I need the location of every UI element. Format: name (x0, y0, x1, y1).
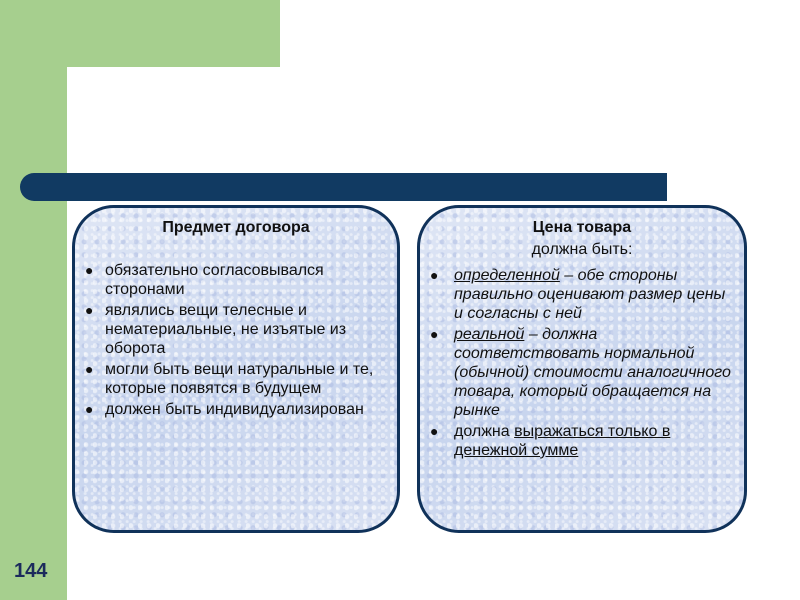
list-item: ● реальной – должна соответствовать нормальной (обычной) стоимости аналогичного товара, который обращается на рынке (430, 326, 731, 419)
price-list (420, 266, 744, 460)
subject-list (75, 261, 397, 419)
bullet-icon: ● (430, 267, 439, 283)
top-accent-bar (0, 0, 280, 67)
subject-title: Предмет договора (162, 219, 310, 236)
term-money: выражаться только в денежной сумме (454, 423, 671, 459)
title-band (20, 173, 667, 201)
bullet-icon: ● (85, 302, 94, 318)
content-corner (67, 67, 147, 147)
list-item: ● должен быть индивидуализирован (85, 401, 364, 418)
price-box (417, 205, 747, 533)
price-subtitle: должна быть: (531, 241, 633, 258)
left-accent-bar (0, 0, 67, 600)
bullet-icon: ● (85, 401, 94, 417)
bullet-icon: ● (85, 262, 94, 278)
slide-number: 144 (14, 560, 48, 582)
list-item: ● могли быть вещи натуральные и те, которые появятся в будущем (85, 361, 374, 397)
list-item: ● обязательно согласовывался сторонами (85, 262, 324, 298)
list-item: ● являлись вещи телесные и нематериальные, не изъятые из оборота (85, 302, 347, 357)
bullet-icon: ● (430, 326, 439, 342)
bullet-icon: ● (85, 361, 94, 377)
price-title: Цена товара (532, 219, 632, 236)
list-item: ● должна выражаться только в денежной сумме (430, 423, 671, 459)
list-item: ● определенной – обе стороны правильно оценивают размер цены и согласны с ней (430, 267, 726, 322)
subject-box (72, 205, 400, 533)
term-definite: определенной (454, 267, 560, 284)
bullet-icon: ● (430, 423, 439, 439)
term-real: реальной (454, 326, 525, 343)
